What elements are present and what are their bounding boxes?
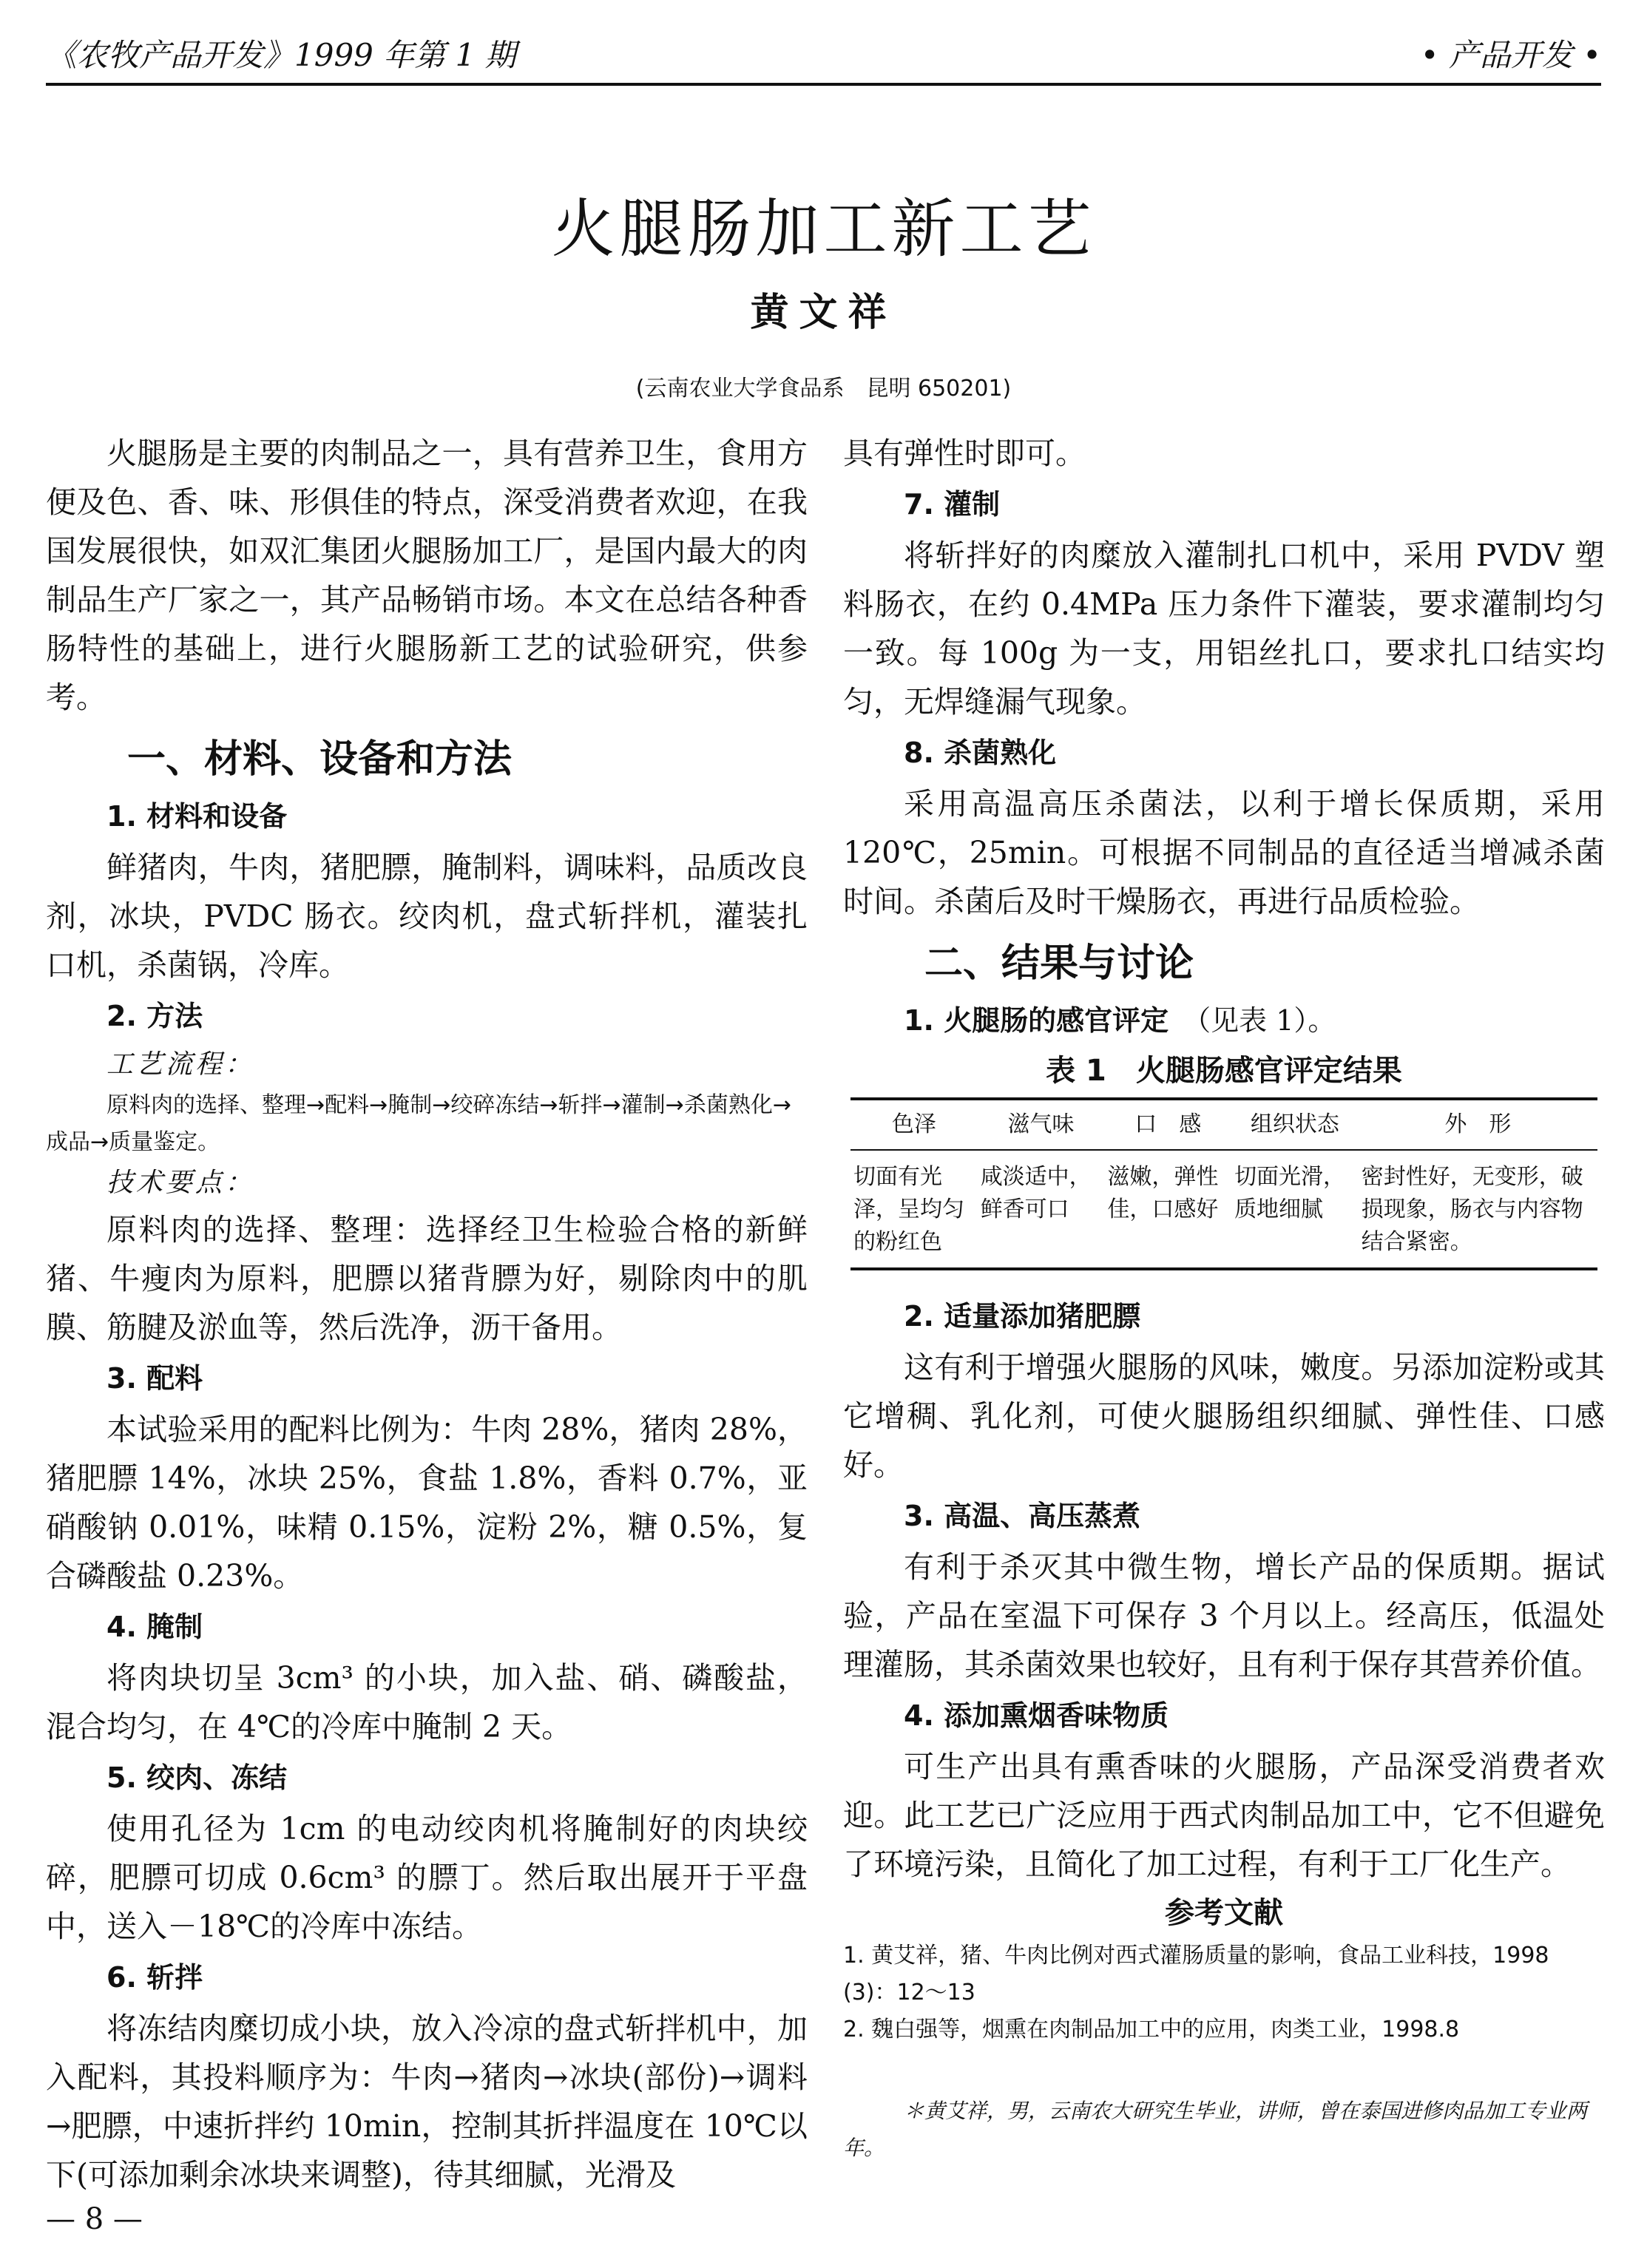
author-affiliation: (云南农业大学食品系 昆明 650201)	[635, 376, 1012, 402]
subsection-8-text: 采用高温高压杀菌法，以利于增长保质期，采用 120℃，25min。可根据不同制品的直径适当增减杀菌时间。杀菌后及时干燥肠衣，再进行品质检验。	[843, 786, 1605, 919]
subsection-2-title: 2. 方法	[106, 1000, 203, 1032]
right-column	[843, 429, 1605, 2167]
table-header-cell: 组织状态	[1231, 1099, 1359, 1150]
journal-issue: 《农牧产品开发》1999 年第 1 期	[46, 37, 516, 73]
result-2-text: 这有利于增强火腿肠的风味，嫩度。另添加淀粉或其它增稠、乳化剂，可使火腿肠组织细腻、弹性佳、口感好。	[843, 1350, 1605, 1483]
subsection-4-text: 将肉块切呈 3cm³ 的小块，加入盐、硝、磷酸盐，混合均匀，在 4℃的冷库中腌制 2 天。	[46, 1660, 808, 1744]
subsection-8-title: 8. 杀菌熟化	[904, 737, 1057, 769]
sensory-table	[850, 1097, 1597, 1270]
table-row	[850, 1150, 1597, 1269]
references-title: 参考文献	[1165, 1896, 1283, 1930]
table-cell: 切面有光泽，呈均匀的粉红色	[850, 1150, 978, 1269]
table-header-cell: 外 形	[1359, 1099, 1597, 1150]
result-1-title-text: 1. 火腿肠的感官评定	[904, 1004, 1169, 1037]
intro-paragraph: 火腿肠是主要的肉制品之一，具有营养卫生，食用方便及色、香、味、形俱佳的特点，深受消费者欢迎，在我国发展很快，如双汇集团火腿肠加工厂，是国内最大的肉制品生产厂家之一，其产品畅销市场。本文在总结各种香肠特性的基础上，进行火腿肠新工艺的试验研究，供参考。	[46, 436, 808, 715]
subsection-1-text: 鲜猪肉，牛肉，猪肥膘，腌制料，调味料，品质改良剂，冰块，PVDC 肠衣。绞肉机，盘式斩拌机，灌装扎口机，杀菌锅，冷库。	[46, 850, 808, 983]
table-caption: 表 1 火腿肠感官评定结果	[1046, 1054, 1402, 1088]
result-4-text: 可生产出具有熏香味的火腿肠，产品深受消费者欢迎。此工艺已广泛应用于西式肉制品加工中，它不但避免了环境污染，且简化了加工过程，有利于工厂化生产。	[843, 1749, 1605, 1882]
author-footnote: ＊黄艾祥，男，云南农大研究生毕业，讲师，曾在泰国进修肉品加工专业两年。	[843, 2099, 1588, 2160]
result-4-title: 4. 添加熏烟香味物质	[904, 1699, 1169, 1732]
table-header-cell: 滋气味	[978, 1099, 1105, 1150]
table-cell: 滋嫩，弹性佳，口感好	[1104, 1150, 1231, 1269]
subsection-6-title: 6. 斩拌	[106, 1961, 203, 1994]
reference-item: 1. 黄艾祥，猪、牛肉比例对西式灌肠质量的影响，食品工业科技，1998 (3)：12～13	[843, 1943, 1549, 2005]
subsection-3-title: 3. 配料	[106, 1362, 203, 1395]
running-header	[46, 31, 1601, 86]
left-column	[46, 429, 808, 2199]
section-label: • 产品开发 •	[1420, 37, 1601, 73]
result-1-title-tail: （见表 1）。	[1197, 1004, 1336, 1037]
table-cell: 切面光滑，质地细腻	[1231, 1150, 1359, 1269]
page-number: — 8 —	[46, 2202, 143, 2236]
article-title: 火腿肠加工新工艺	[551, 192, 1096, 266]
reference-item: 2. 魏白强等，烟熏在肉制品加工中的应用，肉类工业，1998.8	[843, 2017, 1460, 2042]
subsection-5-title: 5. 绞肉、冻结	[106, 1761, 288, 1794]
subsection-6-continued: 具有弹性时即可。	[843, 436, 1086, 471]
table-header-cell: 口 感	[1104, 1099, 1231, 1150]
section-1-heading: 一、材料、设备和方法	[127, 737, 513, 782]
table-header-cell: 色泽	[850, 1099, 978, 1150]
table-cell: 密封性好，无变形，破损现象，肠衣与内容物结合紧密。	[1359, 1150, 1597, 1269]
subsection-7-text: 将斩拌好的肉糜放入灌制扎口机中，采用 PVDV 塑料肠衣，在约 0.4MPa 压力条件下灌装，要求灌制均匀一致。每 100g 为一支，用铝丝扎口，要求扎口结实均匀，无焊缝漏气现象。	[843, 538, 1605, 720]
table-cell: 咸淡适中，鲜香可口	[978, 1150, 1105, 1269]
article-author: 黄文祥	[750, 290, 897, 335]
subsection-1-title: 1. 材料和设备	[106, 800, 288, 833]
subsection-3-text: 本试验采用的配料比例为：牛肉 28%，猪肉 28%，猪肥膘 14%，冰块 25%，食盐 1.8%，香料 0.7%，亚硝酸钠 0.01%，味精 0.15%，淀粉 2%，糖 0.5%，复合磷酸盐 0.23%。	[46, 1412, 808, 1594]
subsection-6-text: 将冻结肉糜切成小块，放入冷凉的盘式斩拌机中，加入配料，其投料顺序为：牛肉→猪肉→冰块(部份)→调料→肥膘，中速折拌约 10min，控制其折拌温度在 10℃以下(可添加剩余冰块来调整)，待其细腻，光滑及	[46, 2011, 808, 2193]
table-header-row	[850, 1099, 1597, 1150]
result-1-title	[843, 997, 1605, 1044]
subsection-4-title: 4. 腌制	[106, 1611, 203, 1643]
subsection-5-text: 使用孔径为 1cm 的电动绞肉机将腌制好的肉块绞碎，肥膘可切成 0.6cm³ 的膘丁。然后取出展开于平盘中，送入－18℃的冷库中冻结。	[46, 1811, 808, 1944]
subsection-7-title: 7. 灌制	[904, 488, 1001, 521]
tech-label: 技术要点：	[106, 1168, 255, 1198]
flow-label: 工艺流程：	[106, 1049, 255, 1080]
section-2-heading: 二、结果与讨论	[924, 941, 1194, 986]
result-3-title: 3. 高温、高压蒸煮	[904, 1500, 1141, 1532]
flow-text: 原料肉的选择、整理→配料→腌制→绞碎冻结→斩拌→灌制→杀菌熟化→成品→质量鉴定。	[46, 1092, 791, 1155]
result-2-title: 2. 适量添加猪肥膘	[904, 1300, 1141, 1333]
result-3-text: 有利于杀灭其中微生物，增长产品的保质期。据试验，产品在室温下可保存 3 个月以上。经高压，低温处理灌肠，其杀菌效果也较好，且有利于保存其营养价值。	[843, 1549, 1605, 1682]
tech-text: 原料肉的选择、整理：选择经卫生检验合格的新鲜猪、牛瘦肉为原料，肥膘以猪背膘为好，剔除肉中的肌膜、筋腱及淤血等，然后洗净，沥干备用。	[46, 1212, 808, 1345]
